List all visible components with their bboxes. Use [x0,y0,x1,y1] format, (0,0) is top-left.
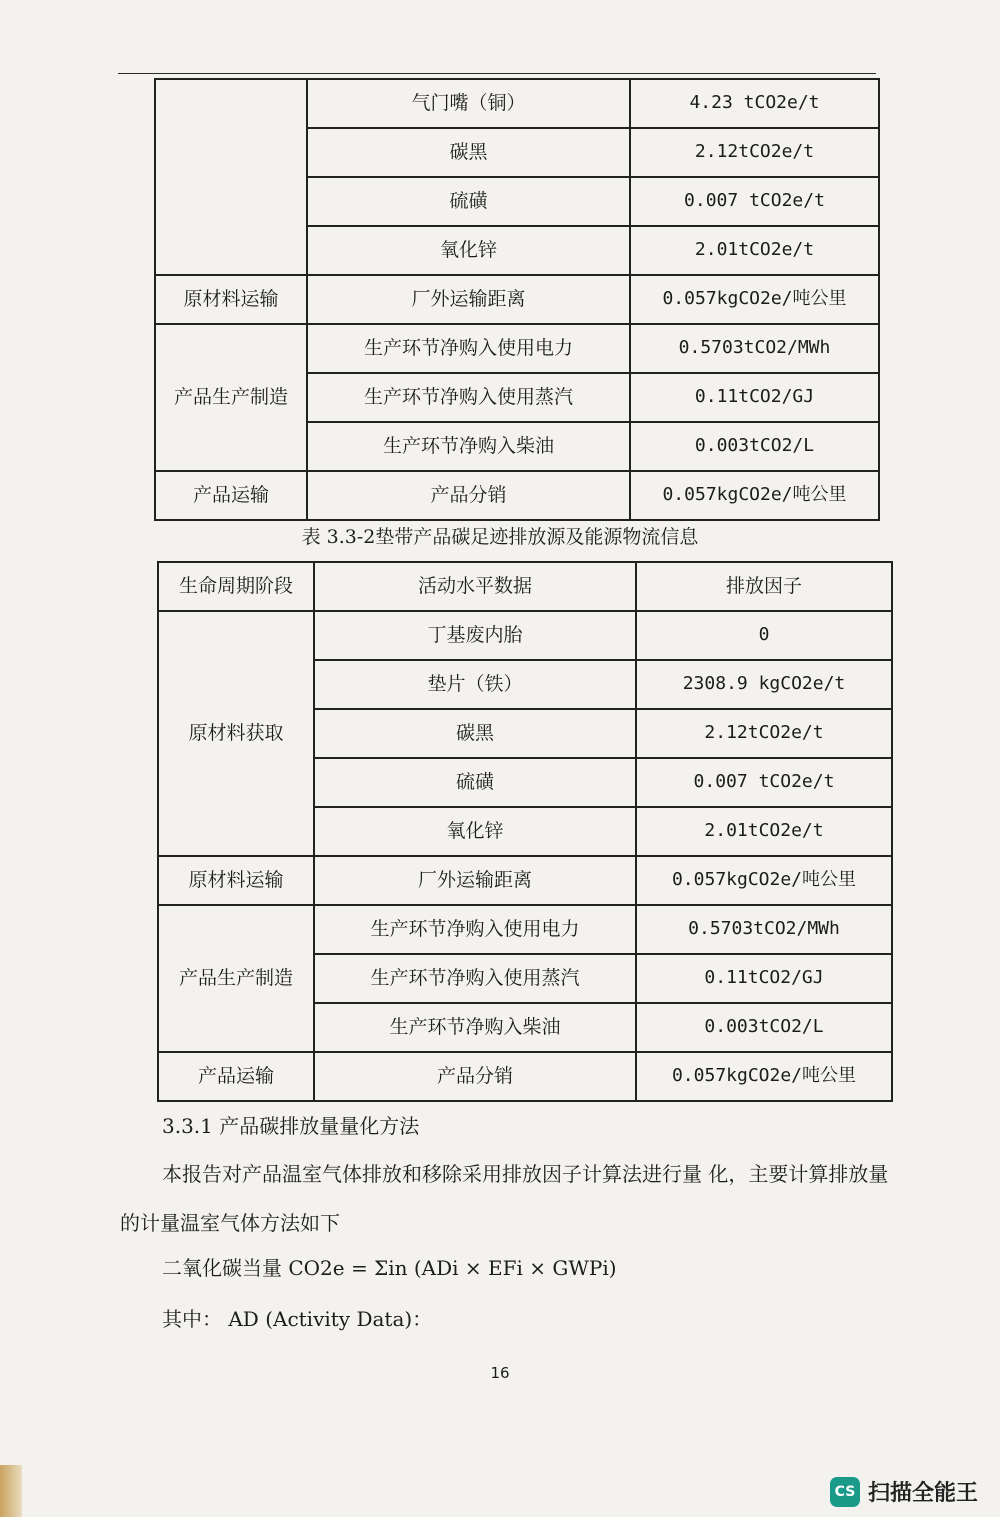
factor-cell: 0.057kgCO2e/吨公里 [636,856,892,905]
activity-cell: 生产环节净购入柴油 [314,1003,636,1052]
table-row [158,856,892,905]
stage-cell: 产品运输 [155,471,307,520]
factor-cell: 0.5703tCO2/MWh [630,324,879,373]
table-header-row [158,562,892,611]
factor-cell: 0.007 tCO2e/t [630,177,879,226]
factor-cell: 0.003tCO2/L [636,1003,892,1052]
section-heading: 3.3.1 产品碳排放量量化方法 [162,1114,420,1138]
emission-table-gasket [157,561,893,1102]
activity-cell: 垫片（铁） [314,660,636,709]
factor-cell: 2.12tCO2e/t [636,709,892,758]
table-row [155,79,879,128]
table-row [158,905,892,954]
activity-cell: 硫磺 [307,177,630,226]
activity-cell: 氧化锌 [307,226,630,275]
activity-cell: 产品分销 [307,471,630,520]
factor-cell: 4.23 tCO2e/t [630,79,879,128]
table-caption: 表 3.3-2垫带产品碳足迹排放源及能源物流信息 [301,526,699,548]
factor-cell: 2.12tCO2e/t [630,128,879,177]
activity-cell: 产品分销 [314,1052,636,1101]
activity-cell: 丁基废内胎 [314,611,636,660]
factor-cell: 2308.9 kgCO2e/t [636,660,892,709]
header-factor: 排放因子 [636,562,892,611]
activity-cell: 生产环节净购入使用电力 [307,324,630,373]
factor-cell: 0 [636,611,892,660]
activity-cell: 碳黑 [307,128,630,177]
factor-cell: 0.057kgCO2e/吨公里 [636,1052,892,1101]
scanner-watermark-text: 扫描全能王 [867,1481,978,1506]
formula-line: 二氧化碳当量 CO2e = Σin (ADi × EFi × GWPi) [162,1256,617,1280]
stage-cell: 原材料运输 [155,275,307,324]
stage-cell: 原材料运输 [158,856,314,905]
activity-cell: 生产环节净购入使用电力 [314,905,636,954]
activity-cell: 硫磺 [314,758,636,807]
activity-cell: 厂外运输距离 [307,275,630,324]
table-row [155,324,879,373]
activity-cell: 生产环节净购入柴油 [307,422,630,471]
activity-cell: 生产环节净购入使用蒸汽 [314,954,636,1003]
table-row [158,1052,892,1101]
stage-cell: 原材料获取 [158,611,314,856]
factor-cell: 0.057kgCO2e/吨公里 [630,275,879,324]
activity-cell: 氧化锌 [314,807,636,856]
factor-cell: 0.11tCO2/GJ [636,954,892,1003]
factor-cell: 0.057kgCO2e/吨公里 [630,471,879,520]
body-paragraph-text: 本报告对产品温室气体排放和移除采用排放因子计算法进行量 化，主要计算排放量的计量温室气体方法如下 [120,1162,889,1235]
activity-cell: 气门嘴（铜） [307,79,630,128]
top-rule [118,73,876,74]
where-line: 其中： AD (Activity Data)： [162,1307,433,1331]
header-activity: 活动水平数据 [314,562,636,611]
cs-logo-icon: CS [830,1477,860,1507]
activity-cell: 生产环节净购入使用蒸汽 [307,373,630,422]
stage-cell: 产品生产制造 [155,324,307,471]
stage-cell: 产品运输 [158,1052,314,1101]
activity-cell: 厂外运输距离 [314,856,636,905]
scan-edge-mark [0,1465,22,1517]
table-row [158,611,892,660]
factor-cell: 2.01tCO2e/t [636,807,892,856]
stage-cell: 产品生产制造 [158,905,314,1052]
factor-cell: 0.11tCO2/GJ [630,373,879,422]
emission-table-continued [154,78,880,521]
table-row [155,275,879,324]
table-row [155,471,879,520]
page-number: 16 [490,1364,510,1382]
factor-cell: 0.5703tCO2/MWh [636,905,892,954]
factor-cell: 0.007 tCO2e/t [636,758,892,807]
stage-cell [155,79,307,275]
factor-cell: 0.003tCO2/L [630,422,879,471]
header-stage: 生命周期阶段 [158,562,314,611]
body-paragraph [120,1150,890,1248]
scanner-watermark [830,1476,978,1507]
factor-cell: 2.01tCO2e/t [630,226,879,275]
activity-cell: 碳黑 [314,709,636,758]
